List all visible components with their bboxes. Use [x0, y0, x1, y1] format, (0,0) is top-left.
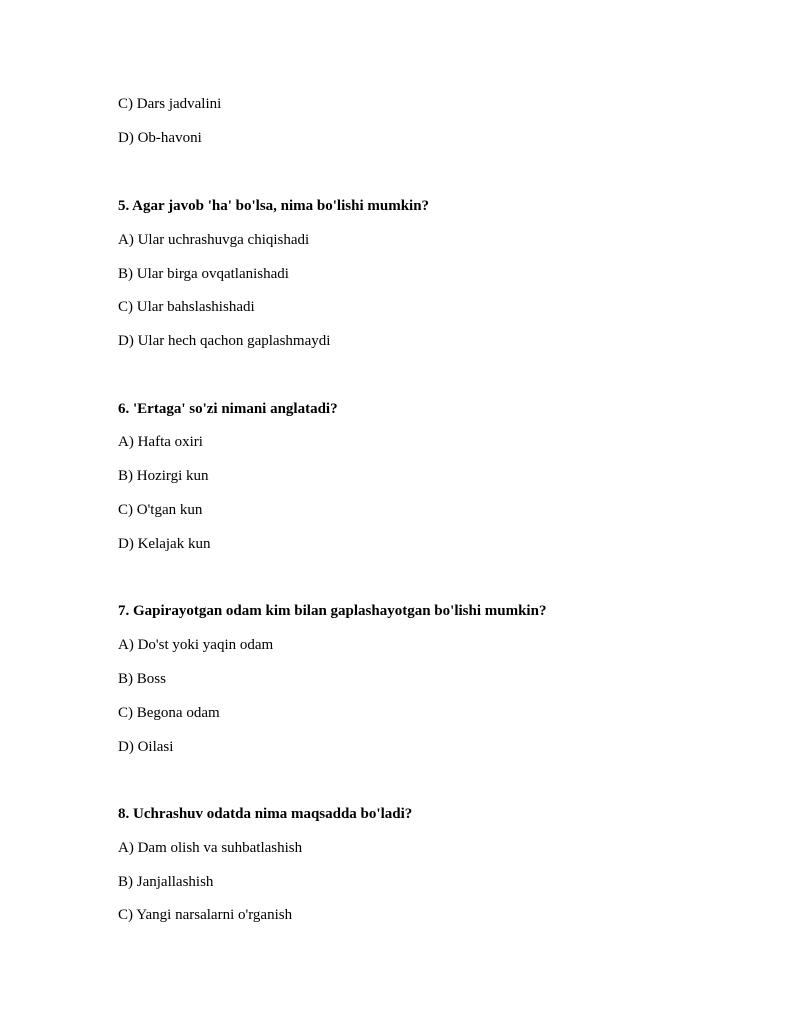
question-6: 6. 'Ertaga' so'zi nimani anglatadi?: [118, 401, 338, 417]
option-b: B) Ular birga ovqatlanishadi: [118, 266, 289, 282]
option-d: D) Ob-havoni: [118, 130, 202, 146]
option-c: C) Ular bahslashishadi: [118, 299, 255, 315]
option-d: D) Kelajak kun: [118, 536, 211, 552]
option-d: D) Oilasi: [118, 739, 174, 755]
option-a: A) Do'st yoki yaqin odam: [118, 637, 274, 653]
question-7: 7. Gapirayotgan odam kim bilan gaplashayotgan bo'lishi mumkin?: [118, 603, 547, 619]
option-b: B) Hozirgi kun: [118, 468, 209, 484]
option-a: A) Ular uchrashuvga chiqishadi: [118, 232, 310, 248]
option-b: B) Boss: [118, 671, 166, 687]
option-a: A) Dam olish va suhbatlashish: [118, 840, 303, 856]
option-a: A) Hafta oxiri: [118, 434, 203, 450]
option-c: C) Dars jadvalini: [118, 96, 222, 112]
question-5: 5. Agar javob 'ha' bo'lsa, nima bo'lishi mumkin?: [118, 198, 430, 214]
option-b: B) Janjallashish: [118, 874, 214, 890]
option-d: D) Ular hech qachon gaplashmaydi: [118, 333, 331, 349]
option-c: C) O'tgan kun: [118, 502, 203, 518]
option-c: C) Begona odam: [118, 705, 220, 721]
question-8: 8. Uchrashuv odatda nima maqsadda bo'ladi?: [118, 806, 413, 822]
option-c: C) Yangi narsalarni o'rganish: [118, 907, 293, 923]
